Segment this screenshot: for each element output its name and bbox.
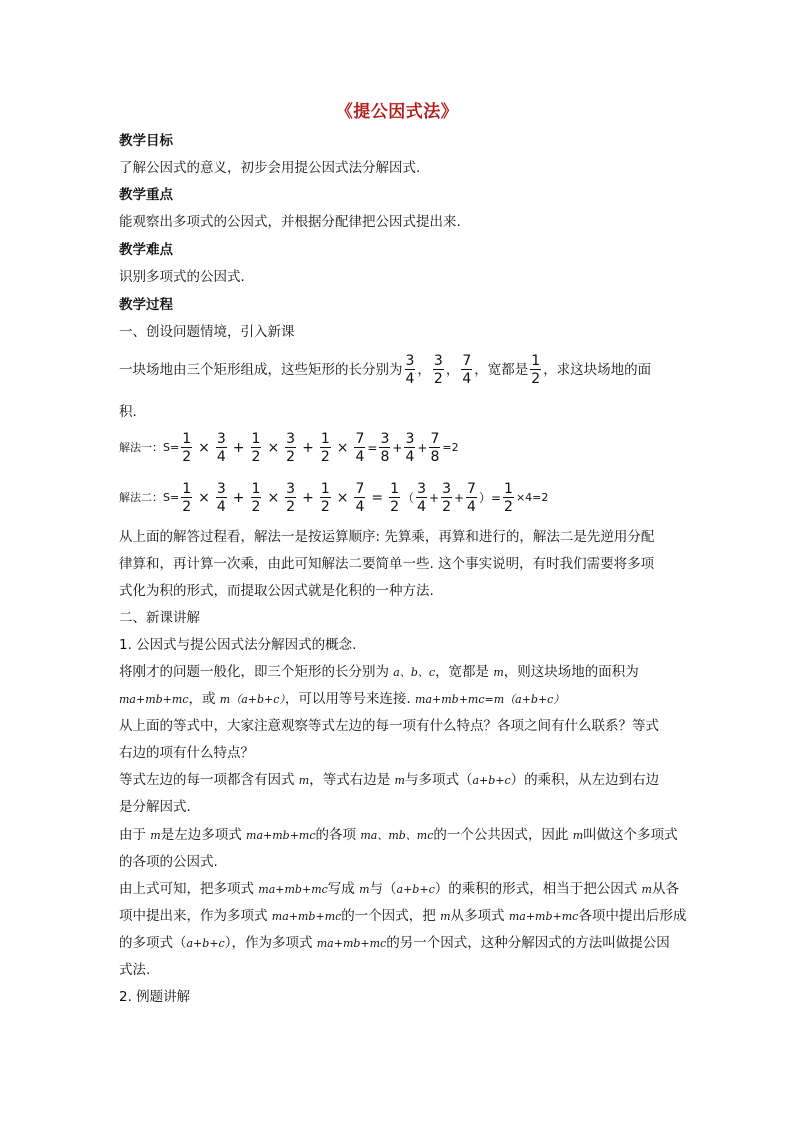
hard-text: 识别多项式的公因式. bbox=[119, 269, 245, 285]
part2-heading: 二、新课讲解 bbox=[119, 610, 200, 626]
length-fraction-2: $\frac{3}{2}$ bbox=[433, 353, 443, 387]
method1-label: 解法一：S= bbox=[119, 441, 180, 454]
para-p12: 式法. bbox=[119, 962, 151, 978]
goal-text: 了解公因式的意义，初步会用提公因式法分解因式. bbox=[119, 160, 421, 176]
method1-line: 解法一：S= $\frac{1}{2}$ × $\frac{3}{4}$ + $\frac{1}{2}$ × $\frac{3}{2}$ + $\frac{1}{2}$ × $\frac{7}{4}$ = $\frac{3}{8}$ + $\frac{3}{4}$ + $\frac{7}{8}$ =2 bbox=[119, 431, 459, 465]
key-heading: 教学重点 bbox=[119, 187, 173, 203]
goal-heading: 教学目标 bbox=[119, 133, 173, 149]
para-p3: 从上面的等式中，大家注意观察等式左边的每一项有什么特点？各项之间有什么联系？等式 bbox=[119, 718, 659, 734]
sub2-heading: 2. 例题讲解 bbox=[119, 989, 191, 1005]
key-text: 能观察出多项式的公因式，并根据分配律把公因式提出来. bbox=[119, 214, 461, 230]
explain-1: 从上面的解答过程看，解法一是按运算顺序: 先算乘，再算和进行的，解法二是先逆用分配 bbox=[119, 529, 655, 545]
length-fraction-1: $\frac{3}{4}$ bbox=[405, 353, 415, 387]
para-p6: 是分解因式. bbox=[119, 799, 191, 815]
problem-text-b: ，宽都是 bbox=[474, 362, 529, 378]
para-p8: 的各项的公因式. bbox=[119, 854, 218, 870]
para-p10: 项中提出来，作为多项式 ma+mb+mc的一个因式，把 m从多项式 ma+mb+mc各项中提出后形成 bbox=[119, 908, 687, 924]
method2-line: 解法二：S= $\frac{1}{2}$ × $\frac{3}{4}$ + $\frac{1}{2}$ × $\frac{3}{2}$ + $\frac{1}{2}$ × $\frac{7}{4}$ = $\frac{1}{2}$ （ $\frac{3}{4}$ + $\frac{3}{2}$ + $\frac{7}{4}$ ）= $\frac{1}{2}$ ×4=2 bbox=[119, 481, 549, 515]
problem-text-c: ，求这块场地的面 bbox=[543, 362, 652, 378]
method1-result: =2 bbox=[442, 441, 459, 454]
width-fraction: $\frac{1}{2}$ bbox=[531, 353, 541, 387]
part1-heading: 一、创设问题情境，引入新课 bbox=[119, 324, 295, 340]
para-p5: 等式左边的每一项都含有因式 m，等式右边是 m与多项式（a+b+c）的乘积，从左边到右边 bbox=[119, 772, 660, 788]
hard-heading: 教学难点 bbox=[119, 242, 173, 258]
method2-result: ×4=2 bbox=[515, 491, 549, 504]
problem-line: 一块场地由三个矩形组成，这些矩形的长分别为 $\frac{3}{4}$ ， $\frac{3}{2}$ ， $\frac{7}{4}$ ，宽都是 $\frac{1}{2}$ ，求这块场地的面 bbox=[119, 353, 652, 387]
para-p9: 由上式可知，把多项式 ma+mb+mc写成 m与（a+b+c）的乘积的形式，相当于把公因式 m从各 bbox=[119, 881, 679, 897]
para-p7: 由于 m是左边多项式 ma+mb+mc的各项 ma、mb、mc的一个公共因式，因此 m叫做这个多项式 bbox=[119, 827, 678, 843]
para-p2: ma+mb+mc，或 m（a+b+c），可以用等号来连接. ma+mb+mc=m（a+b+c） bbox=[119, 691, 565, 707]
document-title: 《提公因式法》 bbox=[335, 102, 459, 122]
sub1-heading: 1. 公因式与提公因式法分解因式的概念. bbox=[119, 637, 357, 653]
para-p11: 的多项式（a+b+c），作为多项式 ma+mb+mc的另一个因式，这种分解因式的方法叫做提公因 bbox=[119, 935, 670, 951]
problem-text-a: 一块场地由三个矩形组成，这些矩形的长分别为 bbox=[119, 362, 403, 378]
explain-3: 式化为积的形式，而提取公因式就是化积的一种方法. bbox=[119, 583, 434, 599]
process-heading: 教学过程 bbox=[119, 297, 173, 313]
length-fraction-3: $\frac{7}{4}$ bbox=[462, 353, 472, 387]
explain-2: 律算和，再计算一次乘，由此可知解法二要简单一些. 这个事实说明，有时我们需要将多项 bbox=[119, 556, 655, 572]
method2-label: 解法二：S= bbox=[119, 491, 180, 504]
para-p1: 将刚才的问题一般化，即三个矩形的长分别为 a、b、c，宽都是 m，则这块场地的面积为 bbox=[119, 664, 639, 680]
para-p4: 右边的项有什么特点？ bbox=[119, 745, 254, 761]
problem-text-d: 积. bbox=[119, 404, 137, 420]
